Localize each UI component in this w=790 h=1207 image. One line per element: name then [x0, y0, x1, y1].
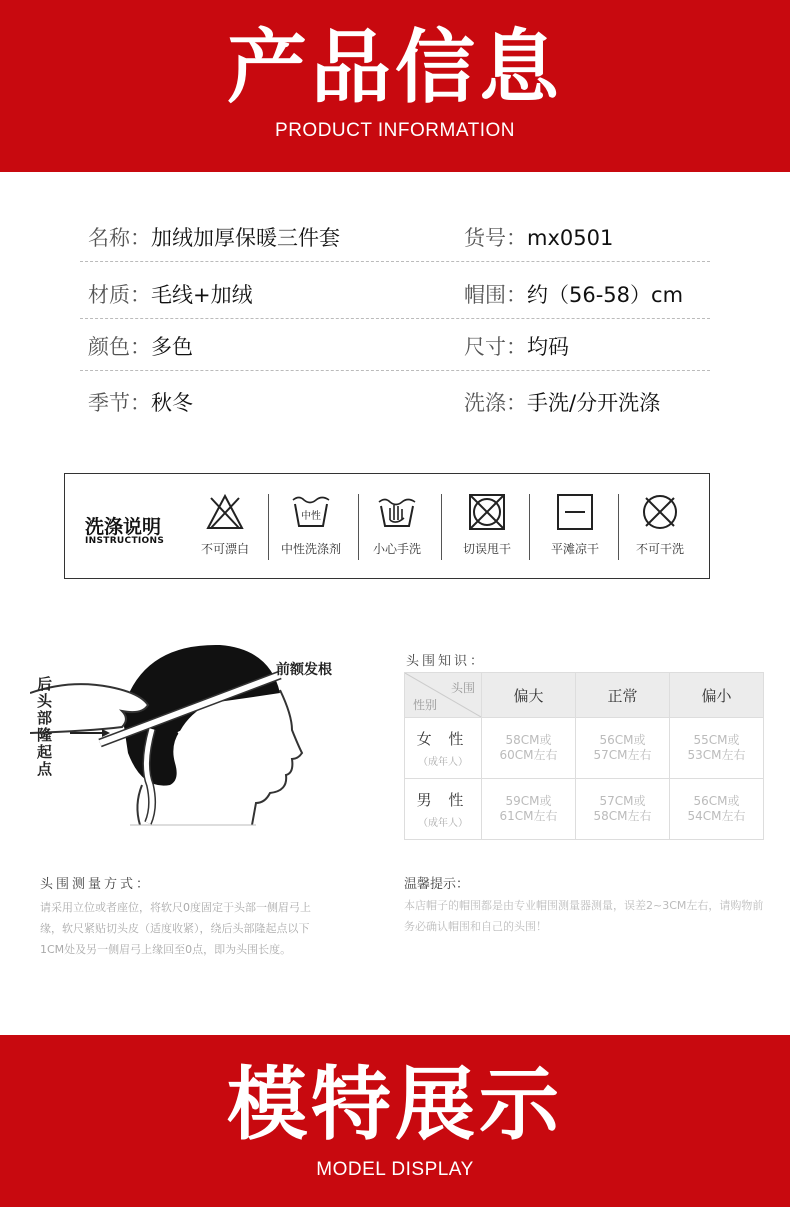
no-dry-clean-icon	[640, 492, 680, 532]
info-row	[80, 205, 710, 262]
info-item-no	[464, 222, 613, 252]
size-cell	[482, 779, 576, 840]
wash-item-no-tumble-dry	[443, 492, 531, 557]
size-line: 54CM左右	[687, 809, 746, 823]
head-size-table	[404, 672, 764, 840]
model-display-title: 模特展示	[227, 1058, 563, 1151]
info-hat-size	[464, 279, 683, 309]
dry-flat-icon	[555, 492, 595, 532]
size-line: 61CM左右	[499, 809, 558, 823]
size-line: 57CM左右	[593, 748, 652, 762]
gender-cell	[405, 779, 482, 840]
info-value: 均码	[527, 335, 569, 359]
wash-label: 小心手洗	[372, 542, 421, 556]
measure-method-title: 头围测量方式：	[40, 877, 153, 892]
size-line: 57CM或	[599, 794, 646, 808]
gender-label: 男 性	[416, 791, 470, 809]
tub-text: 中性	[301, 511, 321, 522]
wash-item-no-bleach	[181, 492, 269, 557]
info-value: 加绒加厚保暖三件套	[151, 226, 340, 250]
head-knowledge-title: 头围知识：	[406, 654, 487, 669]
bottom-banner	[0, 1035, 790, 1207]
info-value: mx0501	[527, 226, 614, 250]
no-bleach-icon	[205, 492, 245, 532]
wash-item-neutral-detergent	[267, 492, 355, 557]
info-value: 多色	[151, 335, 193, 359]
divider	[441, 494, 442, 560]
size-cell	[670, 779, 764, 840]
no-tumble-dry-icon	[467, 492, 507, 532]
top-banner	[0, 0, 790, 172]
product-info-title: 产品信息	[227, 21, 563, 114]
wash-label: 中性洗涤剂	[280, 542, 341, 556]
info-name	[88, 222, 340, 252]
info-key: 季节：	[88, 391, 151, 415]
wash-label: 切误甩干	[462, 542, 511, 556]
info-season	[88, 387, 193, 417]
size-line: 59CM或	[505, 794, 552, 808]
measure-method-body: 请采用立位或者座位，将软尺0度固定于头部一侧眉弓上缘，软尺紧贴切头皮（适度收紧），绕后头部隆起点以下1CM处及另一侧眉弓上缘回至0点，即为头围长度。	[40, 901, 311, 956]
info-key: 颜色：	[88, 335, 151, 359]
size-cell	[670, 718, 764, 779]
column-header: 偏小	[670, 673, 764, 718]
info-key: 尺寸：	[464, 335, 527, 359]
tip-title: 温馨提示：	[404, 877, 470, 892]
size-line: 58CM或	[505, 733, 552, 747]
gender-sub: （成年人）	[418, 757, 468, 768]
column-header: 正常	[576, 673, 670, 718]
info-key: 名称：	[88, 226, 151, 250]
info-washing	[464, 387, 660, 417]
table-row	[405, 779, 764, 840]
info-size	[464, 331, 569, 361]
size-line: 55CM或	[693, 733, 740, 747]
washing-subtitle: INSTRUCTIONS	[85, 536, 165, 546]
neutral-detergent-icon	[291, 492, 331, 532]
gender-label: 女 性	[416, 730, 470, 748]
size-line: 58CM左右	[593, 809, 652, 823]
info-color	[88, 331, 193, 361]
info-value: 毛线+加绒	[151, 283, 253, 307]
info-value: 秋冬	[151, 391, 193, 415]
info-value: 手洗/分开洗涤	[527, 391, 661, 415]
product-info-subtitle: PRODUCT INFORMATION	[275, 120, 515, 141]
back-head-label: 后头部隆起点	[37, 675, 53, 778]
wash-item-dry-flat	[531, 492, 619, 557]
corner-bottom-label: 性别	[413, 698, 438, 712]
size-line: 56CM或	[693, 794, 740, 808]
info-material	[88, 279, 253, 309]
gender-cell	[405, 718, 482, 779]
info-row	[80, 314, 710, 371]
model-display-subtitle: MODEL DISPLAY	[316, 1159, 474, 1180]
wash-item-no-dry-clean	[616, 492, 704, 557]
column-header: 偏大	[482, 673, 576, 718]
corner-cell	[405, 673, 482, 718]
table-row	[405, 718, 764, 779]
size-line: 56CM或	[599, 733, 646, 747]
forehead-label: 前额发根	[276, 662, 332, 678]
size-cell	[576, 718, 670, 779]
size-cell	[482, 718, 576, 779]
gender-sub: （成年人）	[418, 818, 468, 829]
washing-instructions-box	[64, 473, 710, 579]
size-line: 60CM左右	[499, 748, 558, 762]
table-header-row	[405, 673, 764, 718]
info-key: 帽围：	[464, 283, 527, 307]
corner-top-label: 头围	[450, 681, 475, 695]
wash-label: 不可干洗	[635, 542, 684, 556]
divider	[529, 494, 530, 560]
wash-label: 平滩凉干	[550, 542, 599, 556]
wash-label: 不可漂白	[200, 542, 249, 556]
info-key: 洗涤：	[464, 391, 527, 415]
tip-body: 本店帽子的帽围都是由专业帽围测量器测量，误差2~3CM左右，请购物前务必确认帽围和自己的头围！	[404, 899, 764, 933]
info-value: 约（56-58）cm	[527, 283, 684, 307]
info-key: 材质：	[88, 283, 151, 307]
hand-wash-icon	[377, 492, 417, 532]
info-row	[80, 262, 710, 319]
wash-item-hand-wash	[353, 492, 441, 557]
info-key: 货号：	[464, 226, 527, 250]
size-cell	[576, 779, 670, 840]
size-line: 53CM左右	[687, 748, 746, 762]
washing-title: 洗涤说明	[85, 516, 162, 538]
info-row	[80, 370, 710, 426]
